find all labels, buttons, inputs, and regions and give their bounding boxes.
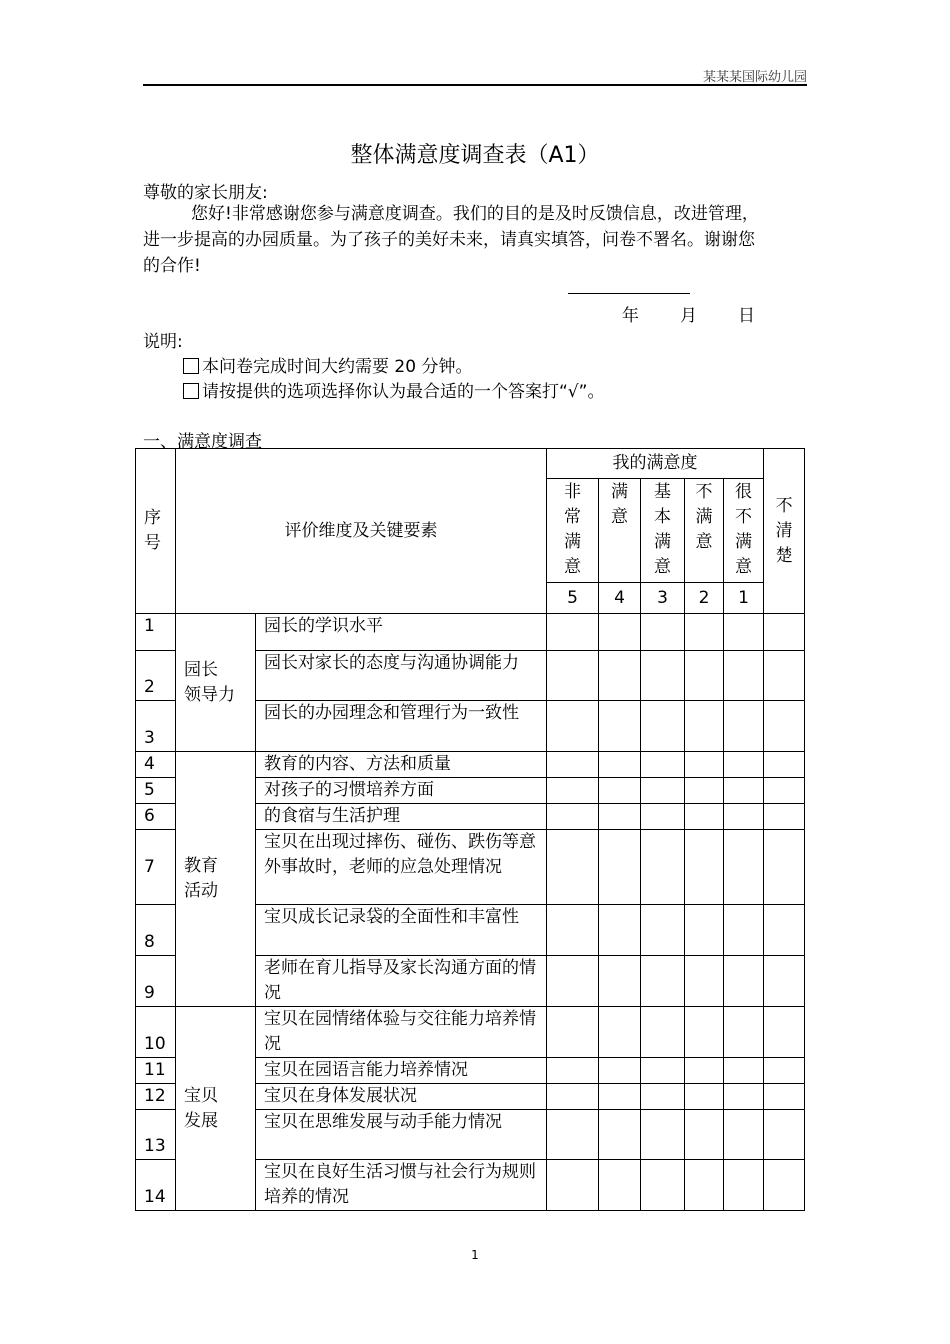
rating-cell[interactable] — [764, 804, 805, 830]
rating-cell[interactable] — [764, 752, 805, 778]
rating-cell[interactable] — [764, 1058, 805, 1084]
row-number: 8 — [136, 905, 176, 956]
rating-cell[interactable] — [764, 830, 805, 905]
rating-cell[interactable] — [599, 1084, 641, 1110]
rating-cell[interactable] — [685, 905, 724, 956]
table-row — [136, 614, 805, 651]
rating-cell[interactable] — [724, 752, 764, 778]
rating-cell[interactable] — [764, 956, 805, 1007]
note-item: 本问卷完成时间大约需要 20 分钟。 — [183, 352, 472, 377]
rating-cell[interactable] — [641, 804, 685, 830]
row-item-text: 宝贝在园语言能力培养情况 — [256, 1058, 547, 1084]
row-number: 4 — [136, 752, 176, 778]
rating-cell[interactable] — [599, 1007, 641, 1058]
row-item-text: 园长的办园理念和管理行为一致性 — [256, 701, 547, 752]
level-score: 2 — [685, 583, 724, 614]
level-header-satisfied: 满 意 — [599, 479, 641, 583]
header-rule — [143, 84, 807, 86]
row-number: 2 — [136, 651, 176, 701]
rating-cell[interactable] — [547, 778, 599, 804]
rating-cell[interactable] — [547, 1084, 599, 1110]
rating-cell[interactable] — [724, 804, 764, 830]
rating-cell[interactable] — [764, 651, 805, 701]
rating-cell[interactable] — [599, 1058, 641, 1084]
rating-cell[interactable] — [547, 956, 599, 1007]
rating-cell[interactable] — [599, 701, 641, 752]
rating-cell[interactable] — [547, 1058, 599, 1084]
rating-cell[interactable] — [724, 651, 764, 701]
row-item-text: 宝贝在良好生活习惯与社会行为规则培养的情况 — [256, 1160, 547, 1211]
rating-cell[interactable] — [641, 956, 685, 1007]
row-number: 6 — [136, 804, 176, 830]
row-number: 5 — [136, 778, 176, 804]
row-item-text: 宝贝成长记录袋的全面性和丰富性 — [256, 905, 547, 956]
row-item-text: 对孩子的习惯培养方面 — [256, 778, 547, 804]
rating-cell[interactable] — [641, 778, 685, 804]
rating-cell[interactable] — [547, 1007, 599, 1058]
rating-cell[interactable] — [641, 752, 685, 778]
rating-cell[interactable] — [764, 614, 805, 651]
row-item-text: 园长的学识水平 — [256, 614, 547, 651]
rating-cell[interactable] — [685, 701, 724, 752]
group-child-development: 宝贝 发展 — [176, 1007, 256, 1211]
rating-cell[interactable] — [685, 1160, 724, 1211]
salutation: 尊敬的家长朋友: — [143, 183, 268, 203]
col-header-index: 序 号 — [136, 449, 176, 614]
rating-cell[interactable] — [685, 1084, 724, 1110]
rating-cell[interactable] — [599, 614, 641, 651]
rating-cell[interactable] — [764, 778, 805, 804]
level-score: 3 — [641, 583, 685, 614]
rating-cell[interactable] — [685, 956, 724, 1007]
table-row — [136, 1007, 805, 1058]
rating-cell[interactable] — [641, 651, 685, 701]
rating-cell[interactable] — [685, 804, 724, 830]
date-day-label: 日 — [738, 306, 755, 326]
rating-cell[interactable] — [724, 1084, 764, 1110]
rating-cell[interactable] — [764, 905, 805, 956]
rating-cell[interactable] — [599, 651, 641, 701]
level-score: 1 — [724, 583, 764, 614]
rating-cell[interactable] — [547, 614, 599, 651]
rating-cell[interactable] — [685, 752, 724, 778]
row-number: 7 — [136, 830, 176, 905]
section-heading: 一、满意度调查 — [143, 432, 262, 452]
date-year-label: 年 — [622, 306, 639, 326]
rating-cell[interactable] — [641, 905, 685, 956]
signature-line — [568, 293, 690, 294]
rating-cell[interactable] — [599, 830, 641, 905]
table-row — [136, 752, 805, 778]
rating-cell[interactable] — [641, 701, 685, 752]
level-header-unsatisfied: 不 满 意 — [685, 479, 724, 583]
row-number: 13 — [136, 1110, 176, 1160]
group-education: 教育 活动 — [176, 752, 256, 1007]
col-header-unclear: 不 清 楚 — [764, 449, 805, 614]
rating-cell[interactable] — [641, 1058, 685, 1084]
rating-cell[interactable] — [599, 804, 641, 830]
rating-cell[interactable] — [724, 778, 764, 804]
rating-cell[interactable] — [764, 1160, 805, 1211]
rating-cell[interactable] — [724, 830, 764, 905]
rating-cell[interactable] — [547, 804, 599, 830]
page-title: 整体满意度调查表（A1） — [350, 143, 600, 168]
row-item-text: 宝贝在思维发展与动手能力情况 — [256, 1110, 547, 1160]
rating-cell[interactable] — [599, 956, 641, 1007]
rating-cell[interactable] — [641, 614, 685, 651]
row-item-text: 宝贝在出现过摔伤、碰伤、跌伤等意外事故时，老师的应急处理情况 — [256, 830, 547, 905]
rating-cell[interactable] — [724, 1160, 764, 1211]
col-header-my-satisfaction: 我的满意度 — [547, 449, 764, 479]
row-item-text: 园长对家长的态度与沟通协调能力 — [256, 651, 547, 701]
satisfaction-table — [135, 448, 805, 1211]
rating-cell[interactable] — [547, 1110, 599, 1160]
rating-cell[interactable] — [547, 830, 599, 905]
rating-cell[interactable] — [547, 905, 599, 956]
rating-cell[interactable] — [724, 905, 764, 956]
rating-cell[interactable] — [641, 1160, 685, 1211]
rating-cell[interactable] — [764, 701, 805, 752]
level-score: 5 — [547, 583, 599, 614]
rating-cell[interactable] — [641, 1110, 685, 1160]
rating-cell[interactable] — [764, 1110, 805, 1160]
level-header-very-satisfied: 非 常 满 意 — [547, 479, 599, 583]
row-item-text: 的食宿与生活护理 — [256, 804, 547, 830]
row-number: 12 — [136, 1084, 176, 1110]
rating-cell[interactable] — [599, 752, 641, 778]
row-item-text: 宝贝在园情绪体验与交往能力培养情况 — [256, 1007, 547, 1058]
row-item-text: 教育的内容、方法和质量 — [256, 752, 547, 778]
date-month-label: 月 — [680, 306, 697, 326]
rating-cell[interactable] — [764, 1007, 805, 1058]
note-item: 请按提供的选项选择你认为最合适的一个答案打“√”。 — [183, 377, 604, 402]
row-number: 1 — [136, 614, 176, 651]
rating-cell[interactable] — [685, 651, 724, 701]
rating-cell[interactable] — [685, 1007, 724, 1058]
rating-cell[interactable] — [724, 1007, 764, 1058]
rating-cell[interactable] — [724, 1058, 764, 1084]
row-item-text: 老师在育儿指导及家长沟通方面的情况 — [256, 956, 547, 1007]
checkbox-icon — [183, 383, 199, 399]
page-number: 1 — [471, 1248, 479, 1262]
rating-cell[interactable] — [599, 778, 641, 804]
col-header-dimension: 评价维度及关键要素 — [176, 449, 547, 614]
rating-cell[interactable] — [547, 651, 599, 701]
row-number: 10 — [136, 1007, 176, 1058]
rating-cell[interactable] — [547, 752, 599, 778]
level-header-very-unsatisfied: 很 不 满 意 — [724, 479, 764, 583]
intro-paragraph: 您好!非常感谢您参与满意度调查。我们的目的是及时反馈信息，改进管理，进一步提高的办园质量。为了孩子的美好未来，请真实填答，问卷不署名。谢谢您的合作! — [143, 204, 759, 276]
level-header-basically-satisfied: 基 本 满 意 — [641, 479, 685, 583]
row-number: 9 — [136, 956, 176, 1007]
group-leadership: 园长 领导力 — [176, 614, 256, 752]
rating-cell[interactable] — [724, 701, 764, 752]
notes-title: 说明: — [143, 332, 183, 352]
rating-cell[interactable] — [599, 1110, 641, 1160]
rating-cell[interactable] — [685, 1058, 724, 1084]
rating-cell[interactable] — [724, 614, 764, 651]
header-school-name: 某某某国际幼儿园 — [702, 70, 807, 85]
row-number: 3 — [136, 701, 176, 752]
row-number: 14 — [136, 1160, 176, 1211]
rating-cell[interactable] — [685, 1110, 724, 1160]
rating-cell[interactable] — [599, 905, 641, 956]
rating-cell[interactable] — [685, 614, 724, 651]
rating-cell[interactable] — [547, 701, 599, 752]
rating-cell[interactable] — [547, 1160, 599, 1211]
row-number: 11 — [136, 1058, 176, 1084]
rating-cell[interactable] — [724, 1110, 764, 1160]
rating-cell[interactable] — [641, 1084, 685, 1110]
rating-cell[interactable] — [685, 778, 724, 804]
rating-cell[interactable] — [764, 1084, 805, 1110]
rating-cell[interactable] — [641, 1007, 685, 1058]
level-score: 4 — [599, 583, 641, 614]
rating-cell[interactable] — [599, 1160, 641, 1211]
rating-cell[interactable] — [724, 956, 764, 1007]
row-item-text: 宝贝在身体发展状况 — [256, 1084, 547, 1110]
rating-cell[interactable] — [641, 830, 685, 905]
rating-cell[interactable] — [685, 830, 724, 905]
checkbox-icon — [183, 358, 199, 374]
